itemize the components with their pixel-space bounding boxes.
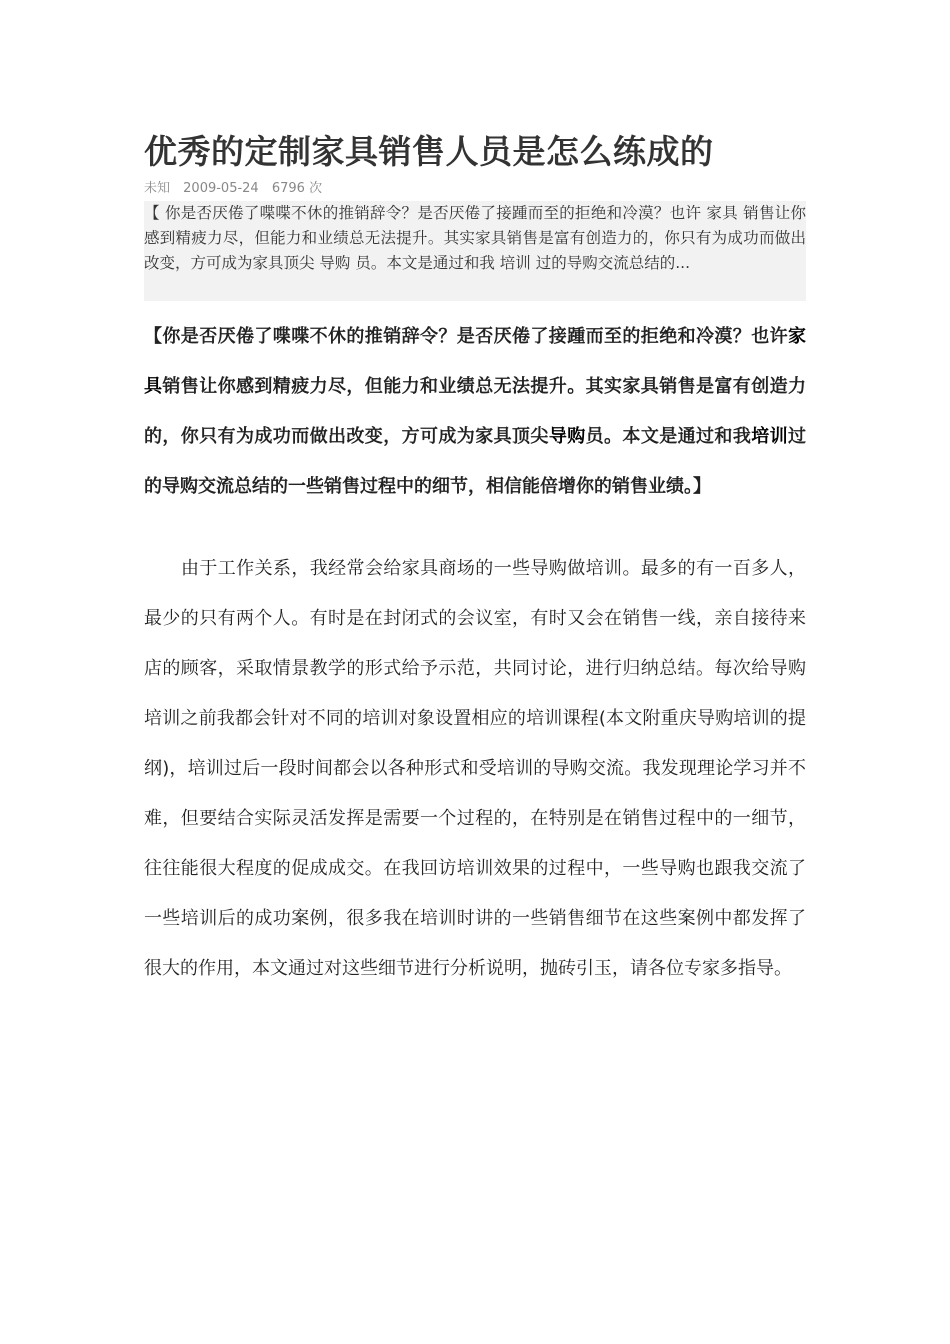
lead-text-2: 销售让你感到精疲力尽，但能力和业绩总无法提升。其实家具销售是富有创造力的，你只有为成功而做出改变，方可成为家具顶尖 — [144, 376, 807, 447]
keyword-link-guide[interactable]: 导购 — [548, 426, 586, 447]
article-meta — [144, 178, 806, 200]
author: 未知 — [144, 181, 171, 196]
article — [144, 126, 806, 1012]
keyword-link-training[interactable]: 培训 — [751, 426, 789, 447]
article-lead — [144, 312, 806, 512]
lead-text-3: 员。本文是通过和我 — [585, 426, 752, 447]
article-summary: 【 你是否厌倦了喋喋不休的推销辞令？是否厌倦了接踵而至的拒绝和冷漠？也许 家具 销售让你感到精疲力尽，但能力和业绩总无法提升。其实家具销售是富有创造力的，你只有为成功而做出改变，方可成为家具顶尖 导购 员。本文是通过和我 培训 过的导购交流总结的... — [144, 201, 806, 301]
keyword-link-furniture[interactable]: 家具 — [144, 326, 806, 397]
publish-date: 2009-05-24 — [183, 181, 259, 196]
article-title: 优秀的定制家具销售人员是怎么练成的 — [144, 132, 714, 171]
view-count: 6796 次 — [271, 181, 323, 196]
article-body-paragraph: 由于工作关系，我经常会给家具商场的一些导购做培训。最多的有一百多人，最少的只有两个人。有时是在封闭式的会议室，有时又会在销售一线，亲自接待来店的顾客，采取情景教学的形式给予示范，共同讨论，进行归纳总结。每次给导购培训之前我都会针对不同的培训对象设置相应的培训课程(本文附重庆导购培训的提纲)，培训过后一段时间都会以各种形式和受培训的导购交流。我发现理论学习并不难，但要结合实际灵活发挥是需要一个过程的，在特别是在销售过程中的一细节，往往能很大程度的促成成交。在我回访培训效果的过程中，一些导购也跟我交流了一些培训后的成功案例，很多我在培训时讲的一些销售细节在这些案例中都发挥了很大的作用，本文通过对这些细节进行分析说明，抛砖引玉，请各位专家多指导。 — [144, 558, 806, 979]
lead-text-1: 【你是否厌倦了喋喋不休的推销辞令？是否厌倦了接踵而至的拒绝和冷漠？也许 — [144, 326, 788, 347]
lead-text-4: 过的导购交流总结的一些销售过程中的细节，相信能倍增你的销售业绩。】 — [144, 426, 807, 497]
